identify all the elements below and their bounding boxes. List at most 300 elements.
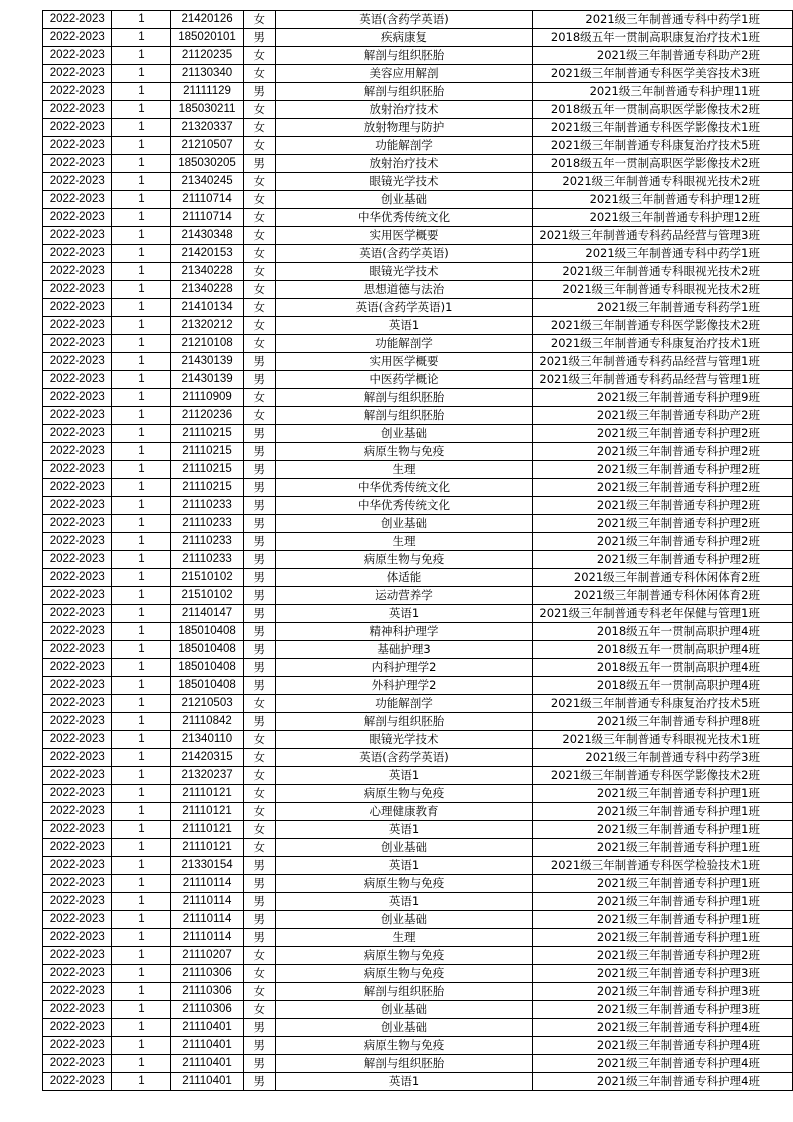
class-cell: 2021级三年制普通专科护理2班 [533, 497, 793, 515]
school-year-cell: 2022-2023 [43, 101, 112, 119]
class-cell: 2021级三年制普通专科护理1班 [533, 821, 793, 839]
course-cell: 生理 [275, 461, 532, 479]
table-row [43, 119, 793, 137]
class-cell: 2021级三年制普通专科眼视光技术2班 [533, 263, 793, 281]
course-cell: 基础护理3 [275, 641, 532, 659]
student-id-cell: 21430139 [171, 353, 243, 371]
term-cell: 1 [112, 947, 171, 965]
gender-cell: 男 [243, 551, 275, 569]
gender-cell: 女 [243, 695, 275, 713]
school-year-cell: 2022-2023 [43, 155, 112, 173]
student-id-cell: 21320212 [171, 317, 243, 335]
course-cell: 病原生物与免疫 [275, 443, 532, 461]
course-cell: 放射物理与防护 [275, 119, 532, 137]
term-cell: 1 [112, 767, 171, 785]
gender-cell: 男 [243, 605, 275, 623]
course-cell: 创业基础 [275, 191, 532, 209]
table-row [43, 857, 793, 875]
table-row [43, 227, 793, 245]
term-cell: 1 [112, 803, 171, 821]
course-cell: 解剖与组织胚胎 [275, 713, 532, 731]
table-row [43, 947, 793, 965]
school-year-cell: 2022-2023 [43, 227, 112, 245]
course-cell: 体适能 [275, 569, 532, 587]
class-cell: 2021级三年制普通专科护理2班 [533, 479, 793, 497]
table-row [43, 1001, 793, 1019]
class-cell: 2021级三年制普通专科休闲体育2班 [533, 569, 793, 587]
school-year-cell: 2022-2023 [43, 983, 112, 1001]
class-cell: 2021级三年制普通专科护理1班 [533, 785, 793, 803]
gender-cell: 男 [243, 83, 275, 101]
term-cell: 1 [112, 299, 171, 317]
student-id-cell: 21110306 [171, 983, 243, 1001]
table-row [43, 191, 793, 209]
table-row [43, 605, 793, 623]
gender-cell: 男 [243, 479, 275, 497]
gender-cell: 女 [243, 731, 275, 749]
course-cell: 创业基础 [275, 839, 532, 857]
student-id-cell: 21110121 [171, 785, 243, 803]
table-row [43, 281, 793, 299]
school-year-cell: 2022-2023 [43, 1019, 112, 1037]
course-cell: 实用医学概要 [275, 227, 532, 245]
student-id-cell: 21110233 [171, 497, 243, 515]
course-cell: 眼镜光学技术 [275, 263, 532, 281]
class-cell: 2021级三年制普通专科康复治疗技术1班 [533, 335, 793, 353]
table-row [43, 245, 793, 263]
gender-cell: 女 [243, 335, 275, 353]
course-cell: 英语1 [275, 767, 532, 785]
school-year-cell: 2022-2023 [43, 839, 112, 857]
student-id-cell: 185010408 [171, 659, 243, 677]
gender-cell: 男 [243, 1019, 275, 1037]
term-cell: 1 [112, 893, 171, 911]
class-cell: 2021级三年制普通专科护理1班 [533, 911, 793, 929]
class-cell: 2021级三年制普通专科护理1班 [533, 875, 793, 893]
term-cell: 1 [112, 47, 171, 65]
student-id-cell: 21110401 [171, 1019, 243, 1037]
gender-cell: 男 [243, 713, 275, 731]
class-cell: 2021级三年制普通专科护理2班 [533, 461, 793, 479]
class-cell: 2021级三年制普通专科护理4班 [533, 1019, 793, 1037]
term-cell: 1 [112, 515, 171, 533]
term-cell: 1 [112, 317, 171, 335]
class-cell: 2021级三年制普通专科护理1班 [533, 893, 793, 911]
student-id-cell: 21420315 [171, 749, 243, 767]
student-id-cell: 21510102 [171, 587, 243, 605]
gender-cell: 男 [243, 875, 275, 893]
course-cell: 眼镜光学技术 [275, 731, 532, 749]
gender-cell: 女 [243, 1001, 275, 1019]
term-cell: 1 [112, 425, 171, 443]
gender-cell: 男 [243, 29, 275, 47]
class-cell: 2021级三年制普通专科眼视光技术2班 [533, 173, 793, 191]
table-row [43, 407, 793, 425]
student-id-cell: 21110714 [171, 191, 243, 209]
term-cell: 1 [112, 101, 171, 119]
school-year-cell: 2022-2023 [43, 65, 112, 83]
term-cell: 1 [112, 335, 171, 353]
term-cell: 1 [112, 1037, 171, 1055]
student-id-cell: 21110909 [171, 389, 243, 407]
term-cell: 1 [112, 83, 171, 101]
class-cell: 2021级三年制普通专科护理1班 [533, 929, 793, 947]
school-year-cell: 2022-2023 [43, 929, 112, 947]
student-id-cell: 21120236 [171, 407, 243, 425]
table-row [43, 659, 793, 677]
term-cell: 1 [112, 407, 171, 425]
table-row [43, 839, 793, 857]
gender-cell: 女 [243, 137, 275, 155]
course-cell: 英语1 [275, 893, 532, 911]
term-cell: 1 [112, 155, 171, 173]
table-row [43, 335, 793, 353]
course-cell: 创业基础 [275, 1019, 532, 1037]
school-year-cell: 2022-2023 [43, 587, 112, 605]
course-cell: 外科护理学2 [275, 677, 532, 695]
student-id-cell: 21210503 [171, 695, 243, 713]
term-cell: 1 [112, 533, 171, 551]
school-year-cell: 2022-2023 [43, 479, 112, 497]
school-year-cell: 2022-2023 [43, 11, 112, 29]
class-cell: 2021级三年制普通专科康复治疗技术5班 [533, 695, 793, 713]
term-cell: 1 [112, 443, 171, 461]
table-row [43, 623, 793, 641]
table-row [43, 821, 793, 839]
course-cell: 英语(含药学英语) [275, 245, 532, 263]
table-row [43, 551, 793, 569]
student-id-cell: 21110121 [171, 803, 243, 821]
course-cell: 放射治疗技术 [275, 101, 532, 119]
school-year-cell: 2022-2023 [43, 1001, 112, 1019]
gender-cell: 女 [243, 407, 275, 425]
student-id-cell: 21110714 [171, 209, 243, 227]
class-cell: 2021级三年制普通专科护理2班 [533, 515, 793, 533]
class-cell: 2021级三年制普通专科药品经营与管理3班 [533, 227, 793, 245]
class-cell: 2021级三年制普通专科助产2班 [533, 47, 793, 65]
course-cell: 病原生物与免疫 [275, 785, 532, 803]
course-cell: 中华优秀传统文化 [275, 479, 532, 497]
term-cell: 1 [112, 1019, 171, 1037]
gender-cell: 女 [243, 785, 275, 803]
table-row [43, 587, 793, 605]
student-id-cell: 21110233 [171, 533, 243, 551]
course-cell: 中医药学概论 [275, 371, 532, 389]
student-id-cell: 185010408 [171, 677, 243, 695]
course-cell: 英语1 [275, 857, 532, 875]
school-year-cell: 2022-2023 [43, 677, 112, 695]
term-cell: 1 [112, 497, 171, 515]
class-cell: 2021级三年制普通专科休闲体育2班 [533, 587, 793, 605]
gender-cell: 男 [243, 353, 275, 371]
student-id-cell: 21110114 [171, 875, 243, 893]
gender-cell: 男 [243, 893, 275, 911]
course-cell: 精神科护理学 [275, 623, 532, 641]
table-row [43, 1037, 793, 1055]
school-year-cell: 2022-2023 [43, 605, 112, 623]
gender-cell: 男 [243, 641, 275, 659]
school-year-cell: 2022-2023 [43, 461, 112, 479]
term-cell: 1 [112, 641, 171, 659]
student-id-cell: 21430139 [171, 371, 243, 389]
school-year-cell: 2022-2023 [43, 209, 112, 227]
course-cell: 解剖与组织胚胎 [275, 83, 532, 101]
course-cell: 英语1 [275, 821, 532, 839]
class-cell: 2021级三年制普通专科护理2班 [533, 533, 793, 551]
school-year-cell: 2022-2023 [43, 641, 112, 659]
school-year-cell: 2022-2023 [43, 317, 112, 335]
term-cell: 1 [112, 857, 171, 875]
student-id-cell: 21130340 [171, 65, 243, 83]
student-id-cell: 21110215 [171, 479, 243, 497]
student-id-cell: 185010408 [171, 623, 243, 641]
student-id-cell: 21110401 [171, 1055, 243, 1073]
table-row [43, 47, 793, 65]
gender-cell: 女 [243, 209, 275, 227]
term-cell: 1 [112, 173, 171, 191]
student-id-cell: 21110207 [171, 947, 243, 965]
course-cell: 解剖与组织胚胎 [275, 407, 532, 425]
course-cell: 解剖与组织胚胎 [275, 47, 532, 65]
course-cell: 病原生物与免疫 [275, 875, 532, 893]
course-cell: 生理 [275, 929, 532, 947]
term-cell: 1 [112, 875, 171, 893]
school-year-cell: 2022-2023 [43, 803, 112, 821]
school-year-cell: 2022-2023 [43, 497, 112, 515]
student-id-cell: 21110114 [171, 929, 243, 947]
student-id-cell: 185020101 [171, 29, 243, 47]
class-cell: 2021级三年制普通专科护理4班 [533, 1073, 793, 1091]
table-row [43, 515, 793, 533]
student-id-cell: 185030211 [171, 101, 243, 119]
student-id-cell: 21110233 [171, 551, 243, 569]
student-id-cell: 21420126 [171, 11, 243, 29]
student-id-cell: 21340228 [171, 281, 243, 299]
course-cell: 运动营养学 [275, 587, 532, 605]
school-year-cell: 2022-2023 [43, 749, 112, 767]
gender-cell: 男 [243, 425, 275, 443]
gender-cell: 女 [243, 317, 275, 335]
student-id-cell: 21110401 [171, 1037, 243, 1055]
student-id-cell: 21340228 [171, 263, 243, 281]
class-cell: 2018级五年一贯制高职护理4班 [533, 659, 793, 677]
gender-cell: 男 [243, 587, 275, 605]
gender-cell: 男 [243, 497, 275, 515]
school-year-cell: 2022-2023 [43, 281, 112, 299]
gender-cell: 男 [243, 443, 275, 461]
class-cell: 2021级三年制普通专科护理11班 [533, 83, 793, 101]
student-id-cell: 21111129 [171, 83, 243, 101]
record-table-body [43, 11, 793, 1091]
school-year-cell: 2022-2023 [43, 1073, 112, 1091]
term-cell: 1 [112, 677, 171, 695]
gender-cell: 女 [243, 11, 275, 29]
school-year-cell: 2022-2023 [43, 911, 112, 929]
class-cell: 2021级三年制普通专科护理4班 [533, 1055, 793, 1073]
course-cell: 创业基础 [275, 1001, 532, 1019]
school-year-cell: 2022-2023 [43, 533, 112, 551]
table-row [43, 137, 793, 155]
gender-cell: 男 [243, 533, 275, 551]
class-cell: 2021级三年制普通专科医学美容技术3班 [533, 65, 793, 83]
course-cell: 英语(含药学英语) [275, 11, 532, 29]
table-row [43, 173, 793, 191]
school-year-cell: 2022-2023 [43, 47, 112, 65]
table-row [43, 533, 793, 551]
term-cell: 1 [112, 785, 171, 803]
class-cell: 2021级三年制普通专科眼视光技术1班 [533, 731, 793, 749]
school-year-cell: 2022-2023 [43, 713, 112, 731]
class-cell: 2021级三年制普通专科医学影像技术2班 [533, 767, 793, 785]
student-id-cell: 21340245 [171, 173, 243, 191]
gender-cell: 男 [243, 371, 275, 389]
class-cell: 2021级三年制普通专科护理12班 [533, 209, 793, 227]
table-row [43, 83, 793, 101]
term-cell: 1 [112, 713, 171, 731]
gender-cell: 女 [243, 965, 275, 983]
class-cell: 2021级三年制普通专科护理9班 [533, 389, 793, 407]
class-cell: 2021级三年制普通专科中药学1班 [533, 11, 793, 29]
course-cell: 创业基础 [275, 425, 532, 443]
school-year-cell: 2022-2023 [43, 371, 112, 389]
school-year-cell: 2022-2023 [43, 623, 112, 641]
school-year-cell: 2022-2023 [43, 515, 112, 533]
course-cell: 生理 [275, 533, 532, 551]
course-cell: 病原生物与免疫 [275, 551, 532, 569]
term-cell: 1 [112, 263, 171, 281]
student-id-cell: 21110215 [171, 461, 243, 479]
table-row [43, 389, 793, 407]
term-cell: 1 [112, 245, 171, 263]
student-id-cell: 21330154 [171, 857, 243, 875]
term-cell: 1 [112, 587, 171, 605]
table-row [43, 803, 793, 821]
school-year-cell: 2022-2023 [43, 785, 112, 803]
course-cell: 思想道德与法治 [275, 281, 532, 299]
term-cell: 1 [112, 119, 171, 137]
course-cell: 内科护理学2 [275, 659, 532, 677]
course-cell: 英语1 [275, 1073, 532, 1091]
student-id-cell: 21210108 [171, 335, 243, 353]
table-row [43, 767, 793, 785]
class-cell: 2021级三年制普通专科护理3班 [533, 983, 793, 1001]
table-row [43, 371, 793, 389]
student-id-cell: 21320337 [171, 119, 243, 137]
course-cell: 疾病康复 [275, 29, 532, 47]
gender-cell: 男 [243, 929, 275, 947]
table-row [43, 1073, 793, 1091]
school-year-cell: 2022-2023 [43, 173, 112, 191]
course-cell: 病原生物与免疫 [275, 965, 532, 983]
course-cell: 中华优秀传统文化 [275, 497, 532, 515]
school-year-cell: 2022-2023 [43, 821, 112, 839]
gender-cell: 女 [243, 947, 275, 965]
table-row [43, 299, 793, 317]
table-row [43, 893, 793, 911]
student-id-cell: 21110233 [171, 515, 243, 533]
course-cell: 眼镜光学技术 [275, 173, 532, 191]
term-cell: 1 [112, 353, 171, 371]
course-cell: 中华优秀传统文化 [275, 209, 532, 227]
school-year-cell: 2022-2023 [43, 731, 112, 749]
class-cell: 2018级五年一贯制高职护理4班 [533, 677, 793, 695]
course-cell: 英语(含药学英语)1 [275, 299, 532, 317]
school-year-cell: 2022-2023 [43, 893, 112, 911]
gender-cell: 女 [243, 767, 275, 785]
record-table [42, 10, 793, 1091]
student-id-cell: 185010408 [171, 641, 243, 659]
class-cell: 2021级三年制普通专科护理2班 [533, 947, 793, 965]
gender-cell: 男 [243, 857, 275, 875]
term-cell: 1 [112, 281, 171, 299]
gender-cell: 男 [243, 659, 275, 677]
student-id-cell: 21110114 [171, 893, 243, 911]
class-cell: 2018级五年一贯制高职医学影像技术2班 [533, 101, 793, 119]
table-row [43, 425, 793, 443]
gender-cell: 女 [243, 119, 275, 137]
school-year-cell: 2022-2023 [43, 857, 112, 875]
student-id-cell: 21110121 [171, 821, 243, 839]
school-year-cell: 2022-2023 [43, 425, 112, 443]
student-id-cell: 21430348 [171, 227, 243, 245]
table-row [43, 641, 793, 659]
student-id-cell: 21110121 [171, 839, 243, 857]
school-year-cell: 2022-2023 [43, 137, 112, 155]
table-row [43, 911, 793, 929]
gender-cell: 男 [243, 569, 275, 587]
school-year-cell: 2022-2023 [43, 965, 112, 983]
term-cell: 1 [112, 659, 171, 677]
gender-cell: 女 [243, 47, 275, 65]
school-year-cell: 2022-2023 [43, 569, 112, 587]
course-cell: 心理健康教育 [275, 803, 532, 821]
class-cell: 2021级三年制普通专科药品经营与管理1班 [533, 371, 793, 389]
student-id-cell: 21120235 [171, 47, 243, 65]
gender-cell: 女 [243, 173, 275, 191]
class-cell: 2021级三年制普通专科护理1班 [533, 803, 793, 821]
table-row [43, 461, 793, 479]
class-cell: 2021级三年制普通专科老年保健与管理1班 [533, 605, 793, 623]
course-cell: 病原生物与免疫 [275, 1037, 532, 1055]
school-year-cell: 2022-2023 [43, 389, 112, 407]
student-id-cell: 21110306 [171, 965, 243, 983]
gender-cell: 女 [243, 821, 275, 839]
class-cell: 2021级三年制普通专科药品经营与管理1班 [533, 353, 793, 371]
table-row [43, 65, 793, 83]
class-cell: 2021级三年制普通专科护理2班 [533, 551, 793, 569]
school-year-cell: 2022-2023 [43, 875, 112, 893]
table-row [43, 263, 793, 281]
school-year-cell: 2022-2023 [43, 191, 112, 209]
term-cell: 1 [112, 11, 171, 29]
class-cell: 2021级三年制普通专科护理2班 [533, 443, 793, 461]
student-id-cell: 21410134 [171, 299, 243, 317]
course-cell: 功能解剖学 [275, 137, 532, 155]
term-cell: 1 [112, 191, 171, 209]
table-row [43, 209, 793, 227]
class-cell: 2021级三年制普通专科医学检验技术1班 [533, 857, 793, 875]
student-id-cell: 21210507 [171, 137, 243, 155]
class-cell: 2021级三年制普通专科中药学3班 [533, 749, 793, 767]
class-cell: 2018级五年一贯制高职医学影像技术2班 [533, 155, 793, 173]
school-year-cell: 2022-2023 [43, 443, 112, 461]
gender-cell: 女 [243, 749, 275, 767]
gender-cell: 男 [243, 1037, 275, 1055]
course-cell: 功能解剖学 [275, 695, 532, 713]
gender-cell: 女 [243, 803, 275, 821]
school-year-cell: 2022-2023 [43, 947, 112, 965]
term-cell: 1 [112, 1001, 171, 1019]
